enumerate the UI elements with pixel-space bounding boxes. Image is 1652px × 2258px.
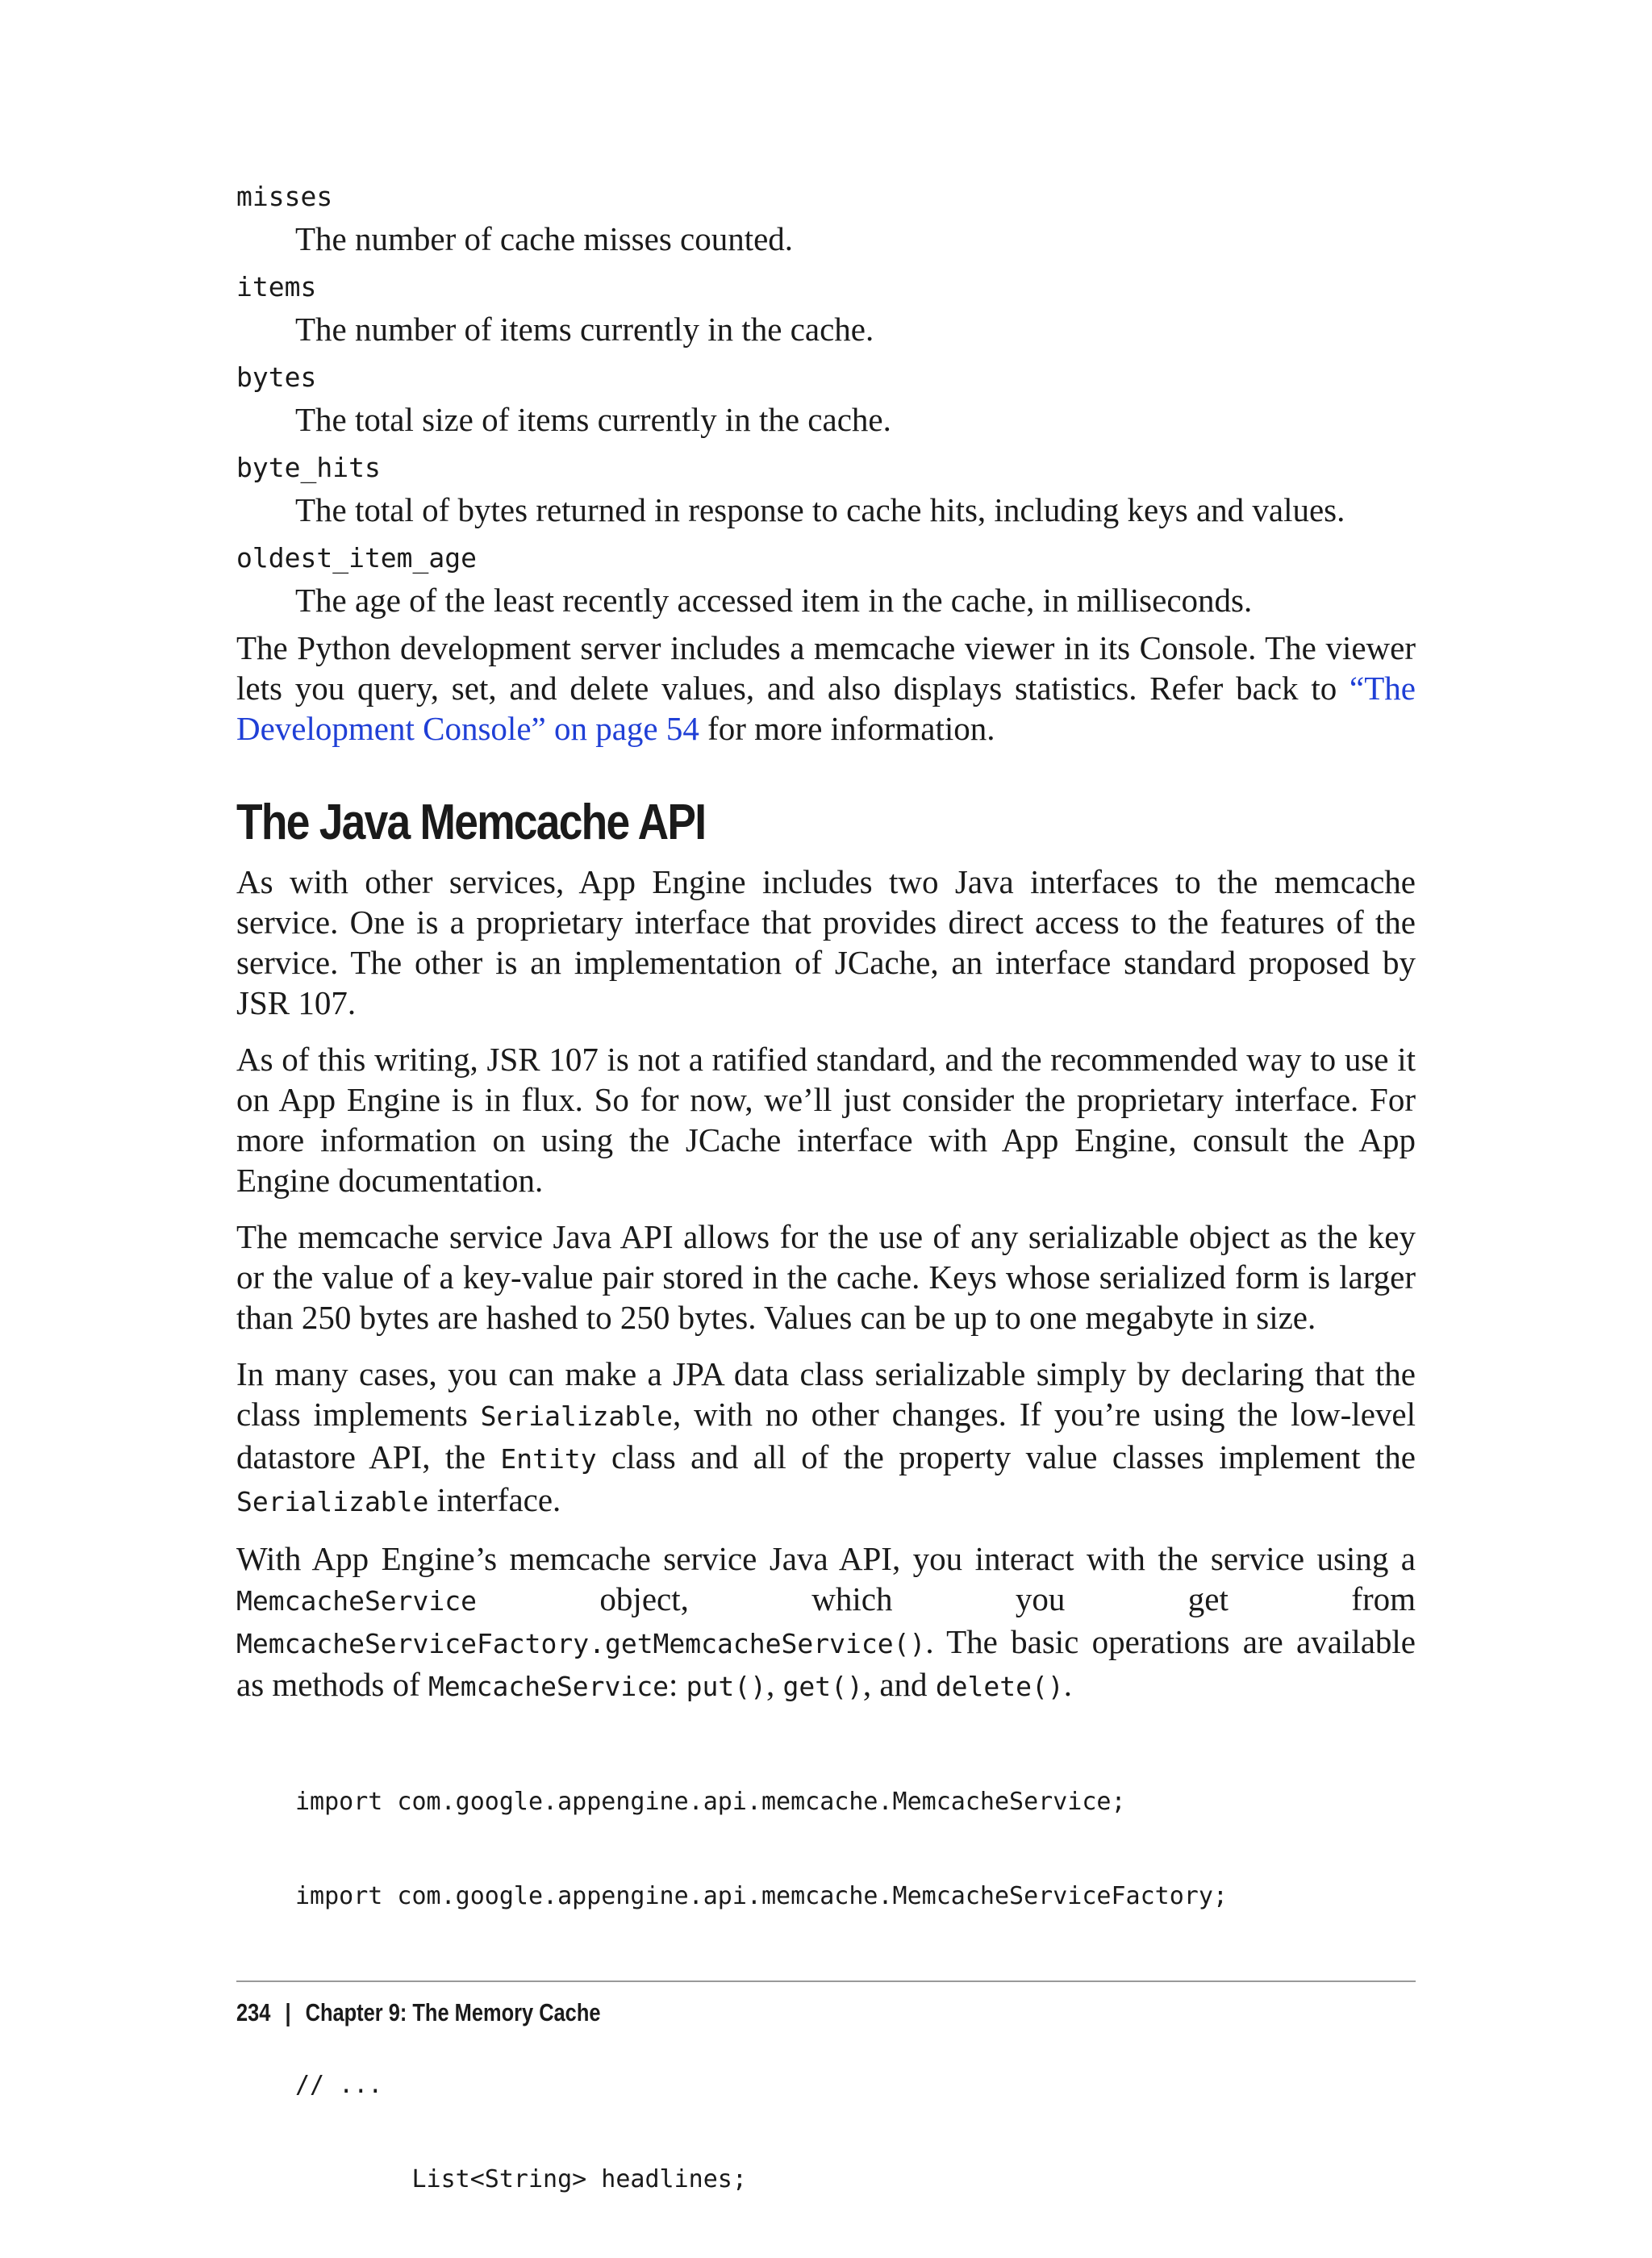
inline-code: put() — [686, 1671, 767, 1702]
code-line: import com.google.appengine.api.memcache.MemcacheServiceFactory; — [295, 1882, 1228, 1910]
para-text: With App Engine’s memcache service Java API, you interact with the service using a — [236, 1540, 1416, 1577]
paragraph-jsr107: As of this writing, JSR 107 is not a ratified standard, and the recommended way to use it on App Engine is in flux. So for now, we’ll just consider the proprietary interface. For more information on using the JCache interface with App Engine, consult the App Engine documentation. — [236, 1041, 1416, 1199]
paragraph-java-interfaces: As with other services, App Engine includes two Java interfaces to the memcache service. One is a proprietary interface that provides direct access to the features of the service. The other is an implementation of JCache, an interface standard proposed by JSR 107. — [236, 863, 1416, 1021]
inline-code: MemcacheServiceFactory.getMemcacheService() — [236, 1628, 926, 1659]
page-content — [236, 176, 1416, 2258]
definition-term: items — [236, 271, 317, 303]
paragraph-memcache-service — [236, 1538, 1416, 1707]
para-text: : — [669, 1666, 686, 1703]
para-text: . — [1063, 1666, 1073, 1703]
code-line: List<String> headlines; — [295, 2165, 747, 2193]
para-text: class and all of the property value classes implement the — [596, 1438, 1416, 1475]
para-text: , with no other changes. If you’re using the low-level datastore API, the — [236, 1396, 1416, 1475]
para-text: , and — [862, 1666, 936, 1703]
inline-code: MemcacheService — [428, 1671, 670, 1702]
para-text: In many cases, you can make a JPA data class serializable simply by declaring that the class implements — [236, 1355, 1416, 1433]
inline-code: MemcacheService — [236, 1585, 478, 1617]
definition-term: bytes — [236, 361, 317, 393]
footer-separator: | — [285, 1998, 291, 2026]
definition-description: The number of items currently in the cache. — [295, 311, 874, 348]
definition-term: oldest_item_age — [236, 542, 478, 574]
paragraph-serializable-keys: The memcache service Java API allows for the use of any serializable object as the key or the value of a key-value pair stored in the cache. Keys whose serialized form is larger than 250 bytes are hashed to 250 bytes. Values can be up to one megabyte in size. — [236, 1218, 1416, 1336]
cross-reference-link[interactable]: “The Development Console” on page 54 — [236, 670, 1416, 747]
definition-description: The age of the least recently accessed item in the cache, in milliseconds. — [295, 582, 1253, 619]
section-title: The Java Memcache API — [236, 795, 706, 850]
chapter-title: Chapter 9: The Memory Cache — [305, 1998, 601, 2026]
inline-code: get() — [782, 1671, 863, 1702]
page-number: 234 — [236, 1998, 271, 2026]
definition-description: The total of bytes returned in response to cache hits, including keys and values. — [295, 491, 1345, 528]
definition-description: The total size of items currently in the cache. — [295, 401, 891, 438]
inline-code: Serializable — [480, 1400, 674, 1432]
para-text: , — [766, 1666, 783, 1703]
footer-text — [236, 1998, 1204, 2027]
paragraph-jpa-serializable — [236, 1354, 1416, 1522]
inline-code: Entity — [500, 1443, 597, 1475]
para-text: . The basic operations are available as methods of — [236, 1623, 1416, 1703]
stats-definition-list — [236, 176, 1416, 621]
definition-term: misses — [236, 181, 333, 212]
definition-description: The number of cache misses counted. — [295, 220, 794, 257]
para-text: object, which you get from — [477, 1580, 1416, 1617]
dev-console-paragraph — [236, 628, 1416, 749]
code-line: // ... — [295, 2071, 383, 2099]
para-text: interface. — [428, 1481, 561, 1518]
para-text: for more information. — [699, 710, 995, 747]
page-footer — [236, 1980, 1416, 2027]
para-text: The Python development server includes a memcache viewer in its Console. The viewer lets you query, set, and delete values, and also displays statistics. Refer back to — [236, 629, 1416, 707]
inline-code: delete() — [935, 1671, 1064, 1702]
code-line: import com.google.appengine.api.memcache.MemcacheService; — [295, 1788, 1126, 1816]
inline-code: Serializable — [236, 1486, 429, 1517]
definition-term: byte_hits — [236, 452, 381, 483]
